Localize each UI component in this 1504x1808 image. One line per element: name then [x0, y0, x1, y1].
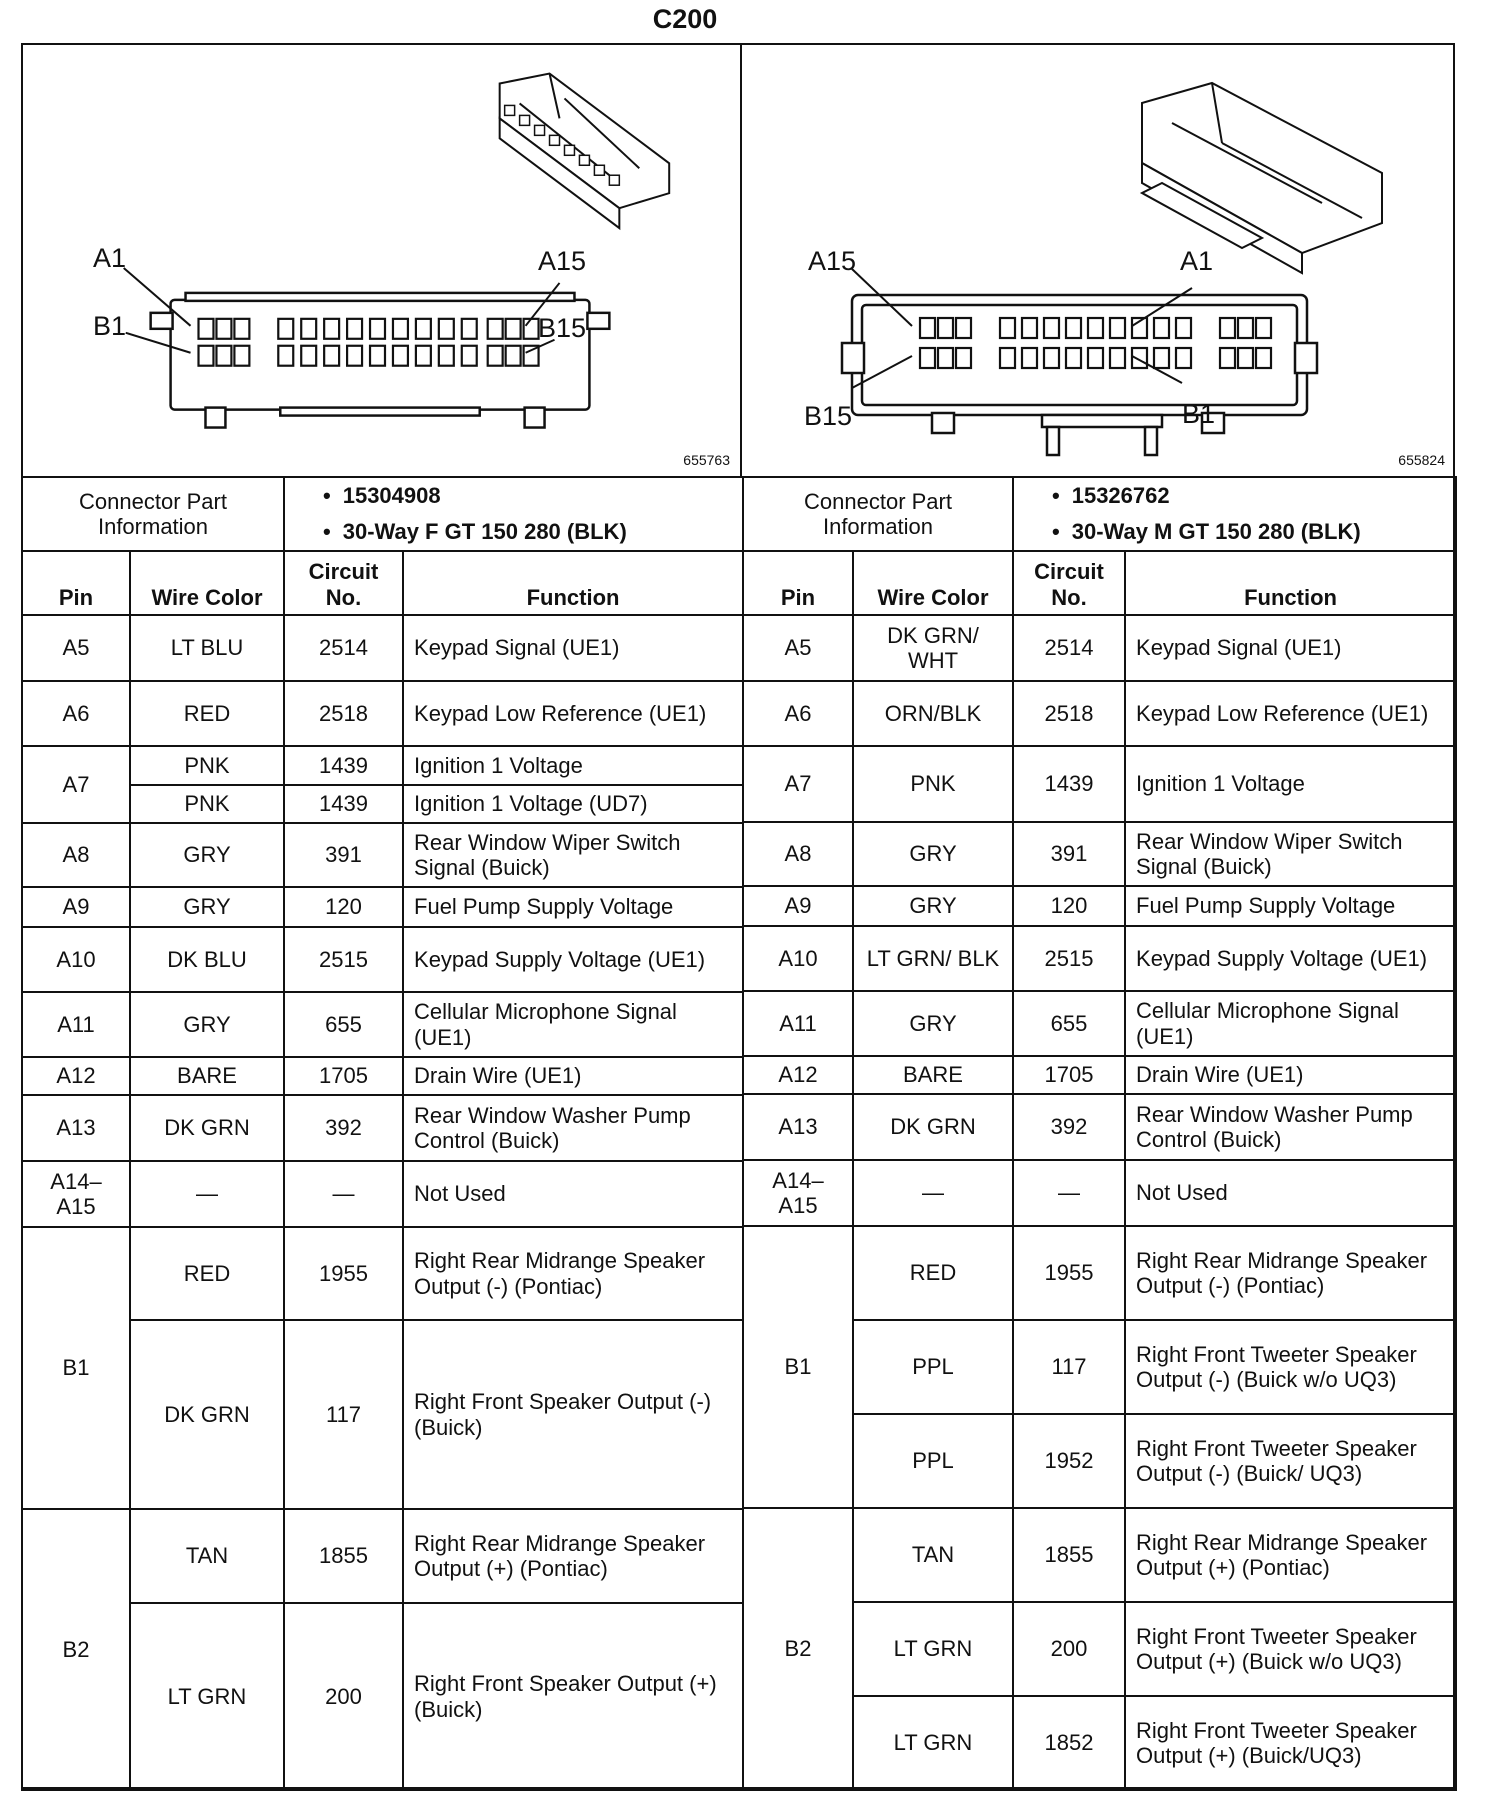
wire-color-cell: ORN/BLK	[853, 681, 1013, 746]
wire-color-cell: RED	[130, 1227, 284, 1320]
wire-color-cell: RED	[130, 681, 284, 746]
header-wire-color: Wire Color	[130, 551, 284, 615]
circuit-cell: —	[1013, 1160, 1125, 1226]
wire-color-cell: LT GRN	[130, 1603, 284, 1790]
part-info-values	[1013, 477, 1456, 551]
pin-cavity	[324, 319, 339, 339]
table-row	[743, 991, 1456, 1056]
pin-cell: A13	[743, 1094, 853, 1160]
table-row	[743, 926, 1456, 991]
pin-cavity	[370, 346, 385, 366]
wire-color-cell: GRY	[130, 992, 284, 1057]
circuit-cell: 1955	[1013, 1226, 1125, 1320]
circuit-cell: 200	[1013, 1602, 1125, 1696]
part-info-label: Connector Part Information	[22, 477, 284, 551]
table-row	[22, 681, 743, 746]
left-connector-table	[21, 476, 744, 1791]
pin-cell: A14–A15	[22, 1161, 130, 1227]
table-row	[22, 615, 743, 681]
table-row	[22, 1095, 743, 1161]
function-cell: Cellular Microphone Signal (UE1)	[403, 992, 743, 1057]
pin-cell: B1	[743, 1226, 853, 1508]
circuit-cell: 2515	[284, 927, 403, 992]
part-number: • 15326762	[1052, 478, 1447, 514]
circuit-cell: 1855	[284, 1509, 403, 1603]
pin-cavity	[1220, 318, 1235, 338]
pin-cavity	[370, 319, 385, 339]
function-cell: Rear Window Wiper Switch Signal (Buick)	[1125, 822, 1456, 886]
circuit-cell: 2518	[284, 681, 403, 746]
pin-cavity	[920, 318, 935, 338]
wire-color-cell: BARE	[853, 1056, 1013, 1094]
pin-cell: B1	[22, 1227, 130, 1509]
circuit-cell: 1855	[1013, 1508, 1125, 1602]
circuit-cell: 120	[284, 887, 403, 927]
wire-color-cell: DK GRN	[130, 1095, 284, 1161]
circuit-cell: 1705	[284, 1057, 403, 1095]
function-cell: Right Rear Midrange Speaker Output (+) (Pontiac)	[1125, 1508, 1456, 1602]
circuit-cell: 2515	[1013, 926, 1125, 991]
pin-cavity	[462, 319, 477, 339]
table-row	[22, 823, 743, 887]
function-cell: Ignition 1 Voltage	[403, 746, 743, 785]
header-row	[22, 551, 743, 615]
function-cell: Keypad Low Reference (UE1)	[403, 681, 743, 746]
pin-cavity	[938, 318, 953, 338]
wire-color-cell: GRY	[853, 886, 1013, 926]
pin-cavity	[1044, 348, 1059, 368]
pin-label-a15: A15	[808, 246, 857, 276]
header-wire-color: Wire Color	[853, 551, 1013, 615]
pin-cavity	[199, 319, 214, 339]
header-circuit-no: Circuit No.	[284, 551, 403, 615]
pin-label-a15: A15	[538, 246, 587, 276]
pin-cavity	[1088, 348, 1103, 368]
pin-cell: A11	[22, 992, 130, 1057]
pin-cell: A5	[22, 615, 130, 681]
function-cell: Right Front Speaker Output (+) (Buick)	[403, 1603, 743, 1790]
circuit-cell: 1852	[1013, 1696, 1125, 1790]
circuit-cell: 2514	[1013, 615, 1125, 681]
pin-cavity	[1088, 318, 1103, 338]
wire-color-cell: PPL	[853, 1320, 1013, 1414]
pin-cavity	[1154, 318, 1169, 338]
pin-cell: A12	[22, 1057, 130, 1095]
part-number: • 15304908	[323, 478, 734, 514]
wire-color-cell: LT GRN	[853, 1696, 1013, 1790]
table-row	[743, 822, 1456, 886]
function-cell: Cellular Microphone Signal (UE1)	[1125, 991, 1456, 1056]
pin-cavity	[234, 346, 249, 366]
wire-color-cell: GRY	[853, 822, 1013, 886]
pin-cavity	[956, 318, 971, 338]
wire-color-cell: PPL	[853, 1414, 1013, 1508]
wire-color-cell: DK GRN	[130, 1320, 284, 1509]
function-cell: Right Rear Midrange Speaker Output (-) (Pontiac)	[403, 1227, 743, 1320]
pin-cavity	[393, 319, 408, 339]
table-row	[743, 681, 1456, 746]
function-cell: Right Front Tweeter Speaker Output (-) (Buick w/o UQ3)	[1125, 1320, 1456, 1414]
function-cell: Keypad Signal (UE1)	[1125, 615, 1456, 681]
connector-isometric-sketch	[1142, 83, 1382, 273]
pin-cavity	[1022, 348, 1037, 368]
pin-cell: A6	[743, 681, 853, 746]
wire-color-cell: GRY	[130, 887, 284, 927]
page-title: C200	[652, 4, 718, 34]
wire-color-cell: LT GRN	[853, 1602, 1013, 1696]
circuit-cell: 392	[284, 1095, 403, 1161]
function-cell: Keypad Signal (UE1)	[403, 615, 743, 681]
wire-color-cell: TAN	[130, 1509, 284, 1603]
wire-color-cell: LT GRN/ BLK	[853, 926, 1013, 991]
table-row	[22, 1509, 743, 1603]
pin-cell: B2	[743, 1508, 853, 1790]
function-cell: Drain Wire (UE1)	[1125, 1056, 1456, 1094]
pin-cell: A5	[743, 615, 853, 681]
wire-color-cell: BARE	[130, 1057, 284, 1095]
function-cell: Fuel Pump Supply Voltage	[1125, 886, 1456, 926]
function-cell: Ignition 1 Voltage	[1125, 746, 1456, 822]
table-row	[743, 1508, 1456, 1602]
function-cell: Keypad Low Reference (UE1)	[1125, 681, 1456, 746]
function-cell: Right Front Speaker Output (-) (Buick)	[403, 1320, 743, 1509]
wire-color-cell: —	[853, 1160, 1013, 1226]
table-row	[743, 1056, 1456, 1094]
pin-cavity	[524, 319, 539, 339]
pin-cell: A13	[22, 1095, 130, 1161]
pin-cell: A8	[22, 823, 130, 887]
table-row	[743, 1094, 1456, 1160]
pin-cavity	[1000, 318, 1015, 338]
header-function: Function	[403, 551, 743, 615]
pin-cell: A6	[22, 681, 130, 746]
right-connector-table	[742, 476, 1457, 1791]
table-row	[743, 1226, 1456, 1320]
pin-cell: A10	[743, 926, 853, 991]
function-cell: Ignition 1 Voltage (UD7)	[403, 785, 743, 823]
pin-cavity	[956, 348, 971, 368]
pin-cavity	[347, 346, 362, 366]
pin-cavity	[278, 346, 293, 366]
circuit-cell: 1439	[1013, 746, 1125, 822]
function-cell: Rear Window Wiper Switch Signal (Buick)	[403, 823, 743, 887]
pin-cell: A12	[743, 1056, 853, 1094]
header-circuit-no: Circuit No.	[1013, 551, 1125, 615]
pin-cavity	[1066, 348, 1081, 368]
pin-cavity	[1110, 348, 1125, 368]
circuit-cell: 2518	[1013, 681, 1125, 746]
pin-cavity	[216, 319, 231, 339]
wire-color-cell: DK GRN	[853, 1094, 1013, 1160]
wire-color-cell: GRY	[853, 991, 1013, 1056]
pin-label-b1: B1	[93, 311, 127, 341]
circuit-cell: 1439	[284, 746, 403, 785]
function-cell: Keypad Supply Voltage (UE1)	[1125, 926, 1456, 991]
circuit-cell: 1955	[284, 1227, 403, 1320]
pin-cavity	[506, 346, 521, 366]
part-info-values	[284, 477, 743, 551]
pin-cell: A7	[743, 746, 853, 822]
pin-cavity	[301, 346, 316, 366]
function-cell: Right Front Tweeter Speaker Output (-) (Buick/ UQ3)	[1125, 1414, 1456, 1508]
circuit-cell: 200	[284, 1603, 403, 1790]
pin-cavity	[439, 346, 454, 366]
table-row	[22, 746, 743, 785]
pin-cavity	[347, 319, 362, 339]
left-connector-figure	[21, 43, 742, 476]
circuit-cell: 1439	[284, 785, 403, 823]
function-cell: Right Front Tweeter Speaker Output (+) (Buick w/o UQ3)	[1125, 1602, 1456, 1696]
pin-cavity	[938, 348, 953, 368]
circuit-cell: 120	[1013, 886, 1125, 926]
function-cell: Fuel Pump Supply Voltage	[403, 887, 743, 927]
pin-cavity	[1220, 348, 1235, 368]
pin-cavity	[1066, 318, 1081, 338]
pin-cavity	[506, 319, 521, 339]
pin-cell: A9	[22, 887, 130, 927]
circuit-cell: 391	[1013, 822, 1125, 886]
pin-cavity	[1022, 318, 1037, 338]
pin-cavity	[1044, 318, 1059, 338]
pin-cavity	[234, 319, 249, 339]
circuit-cell: 117	[1013, 1320, 1125, 1414]
female-connector-drawing	[21, 43, 740, 476]
function-cell: Rear Window Washer Pump Control (Buick)	[403, 1095, 743, 1161]
table-row	[743, 746, 1456, 822]
part-info-label: Connector Part Information	[743, 477, 1013, 551]
pin-cavity	[1238, 318, 1253, 338]
circuit-cell: 655	[284, 992, 403, 1057]
table-row	[743, 1160, 1456, 1226]
header-row	[743, 551, 1456, 615]
table-row	[743, 615, 1456, 681]
circuit-cell: 2514	[284, 615, 403, 681]
pin-cell: A7	[22, 746, 130, 823]
circuit-cell: —	[284, 1161, 403, 1227]
wire-color-cell: LT BLU	[130, 615, 284, 681]
pin-cavity	[439, 319, 454, 339]
wire-color-cell: DK GRN/ WHT	[853, 615, 1013, 681]
pin-cavity	[920, 348, 935, 368]
wire-color-cell: GRY	[130, 823, 284, 887]
circuit-cell: 117	[284, 1320, 403, 1509]
pin-cavity	[1000, 348, 1015, 368]
pin-cell: A9	[743, 886, 853, 926]
right-connector-figure	[742, 43, 1455, 476]
table-row	[22, 1603, 743, 1790]
pin-cavity	[393, 346, 408, 366]
part-info-row	[22, 477, 743, 551]
table-row	[22, 1320, 743, 1509]
header-function: Function	[1125, 551, 1456, 615]
wire-color-cell: RED	[853, 1226, 1013, 1320]
wire-color-cell: PNK	[130, 785, 284, 823]
pin-cavity	[416, 346, 431, 366]
pin-cell: A14– A15	[743, 1160, 853, 1226]
pin-cell: B2	[22, 1509, 130, 1790]
pin-cavity	[1154, 348, 1169, 368]
pin-cavity	[278, 319, 293, 339]
header-pin: Pin	[743, 551, 853, 615]
header-pin: Pin	[22, 551, 130, 615]
pin-cavity	[301, 319, 316, 339]
circuit-cell: 655	[1013, 991, 1125, 1056]
table-row	[22, 1057, 743, 1095]
wire-color-cell: DK BLU	[130, 927, 284, 992]
part-info-row	[743, 477, 1456, 551]
pin-label-b1: B1	[1182, 399, 1216, 429]
connector-isometric-sketch	[500, 74, 670, 229]
table-row	[22, 992, 743, 1057]
function-cell: Right Rear Midrange Speaker Output (-) (Pontiac)	[1125, 1226, 1456, 1320]
function-cell: Not Used	[1125, 1160, 1456, 1226]
pin-cavity	[324, 346, 339, 366]
function-cell: Rear Window Washer Pump Control (Buick)	[1125, 1094, 1456, 1160]
table-row	[743, 886, 1456, 926]
pin-cell: A10	[22, 927, 130, 992]
function-cell: Drain Wire (UE1)	[403, 1057, 743, 1095]
wire-color-cell: TAN	[853, 1508, 1013, 1602]
table-row	[22, 927, 743, 992]
part-description: • 30-Way M GT 150 280 (BLK)	[1052, 514, 1447, 550]
circuit-cell: 1952	[1013, 1414, 1125, 1508]
pin-label-b15: B15	[804, 401, 853, 431]
table-row	[22, 887, 743, 927]
function-cell: Right Front Tweeter Speaker Output (+) (Buick/UQ3)	[1125, 1696, 1456, 1790]
table-row	[22, 785, 743, 823]
pin-label-a1: A1	[93, 243, 127, 273]
pin-cell: A8	[743, 822, 853, 886]
pin-cavity	[1176, 348, 1191, 368]
circuit-cell: 392	[1013, 1094, 1125, 1160]
pin-cell: A11	[743, 991, 853, 1056]
wire-color-cell: PNK	[130, 746, 284, 785]
pin-cavity	[1176, 318, 1191, 338]
pin-label-a1: A1	[1180, 246, 1214, 276]
figure-number: 655824	[1398, 452, 1445, 468]
pin-cavity	[416, 319, 431, 339]
pin-label-b15: B15	[538, 313, 587, 343]
pin-cavity	[216, 346, 231, 366]
wire-color-cell: —	[130, 1161, 284, 1227]
part-description: • 30-Way F GT 150 280 (BLK)	[323, 514, 734, 550]
pin-cavity	[488, 319, 503, 339]
function-cell: Right Rear Midrange Speaker Output (+) (Pontiac)	[403, 1509, 743, 1603]
wire-color-cell: PNK	[853, 746, 1013, 822]
function-cell: Keypad Supply Voltage (UE1)	[403, 927, 743, 992]
circuit-cell: 1705	[1013, 1056, 1125, 1094]
pin-cavity	[462, 346, 477, 366]
pin-cavity	[1256, 318, 1271, 338]
pin-cavity	[1110, 318, 1125, 338]
pin-cavity	[1256, 348, 1271, 368]
function-cell: Not Used	[403, 1161, 743, 1227]
table-row	[22, 1161, 743, 1227]
figure-number: 655763	[683, 452, 730, 468]
pin-cavity	[1238, 348, 1253, 368]
table-row	[22, 1227, 743, 1320]
pin-cavity	[488, 346, 503, 366]
pin-cavity	[199, 346, 214, 366]
circuit-cell: 391	[284, 823, 403, 887]
